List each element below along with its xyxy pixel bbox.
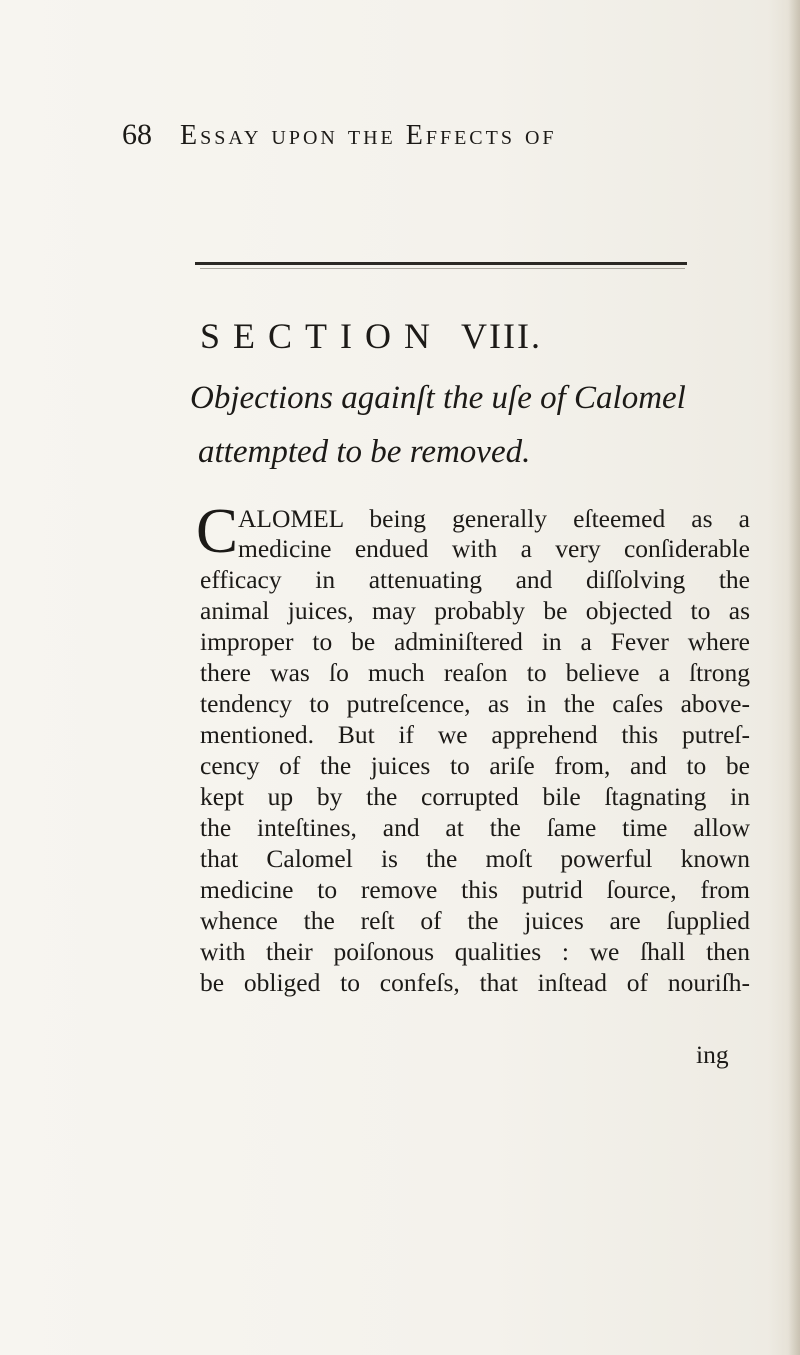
- running-head: [122, 118, 722, 158]
- section-heading-label: SECTION: [200, 316, 443, 356]
- section-rule-shadow: [200, 268, 685, 269]
- body-line-4: animal juices, may probably be objected to as: [200, 596, 750, 625]
- body-line-9: cency of the juices to ariſe from, and to be: [200, 751, 750, 780]
- body-line-14: whence the reſt of the juices are ſupplied: [200, 906, 750, 935]
- body-line-7: tendency to putreſcence, as in the caſes above-: [200, 689, 750, 718]
- body-line-8: mentioned. But if we apprehend this putreſ-: [200, 720, 750, 749]
- section-rule: [195, 262, 687, 265]
- body-line-16: be obliged to confeſs, that inſtead of nouriſh-: [200, 968, 750, 997]
- body-line-11: the inteſtines, and at the ſame time allow: [200, 813, 750, 842]
- catchword: ing: [696, 1040, 729, 1069]
- section-subtitle-line-2: attempted to be removed.: [198, 434, 531, 470]
- running-title: Essay upon the Effects of: [180, 120, 557, 151]
- body-line-3: efficacy in attenuating and diſſolving the: [200, 565, 750, 594]
- body-line-12: that Calomel is the moſt powerful known: [200, 844, 750, 873]
- section-subtitle-line-1: Objections againſt the uſe of Calomel: [190, 380, 686, 416]
- page-edge-shadow: [788, 0, 800, 1355]
- section-number: VIII.: [461, 316, 542, 356]
- body-line-10: kept up by the corrupted bile ſtagnating in: [200, 782, 750, 811]
- body-line-15: with their poiſonous qualities : we ſhall then: [200, 937, 750, 966]
- body-line-1: ALOMEL being generally eſteemed as a: [238, 504, 750, 533]
- drop-cap: C: [196, 496, 239, 566]
- page-number: 68: [122, 118, 152, 151]
- body-line-2: medicine endued with a very conſiderable: [238, 534, 750, 563]
- body-line-13: medicine to remove this putrid ſource, from: [200, 875, 750, 904]
- body-line-5: improper to be adminiſtered in a Fever where: [200, 627, 750, 656]
- body-line-6: there was ſo much reaſon to believe a ſtrong: [200, 658, 750, 687]
- section-heading: [200, 315, 700, 357]
